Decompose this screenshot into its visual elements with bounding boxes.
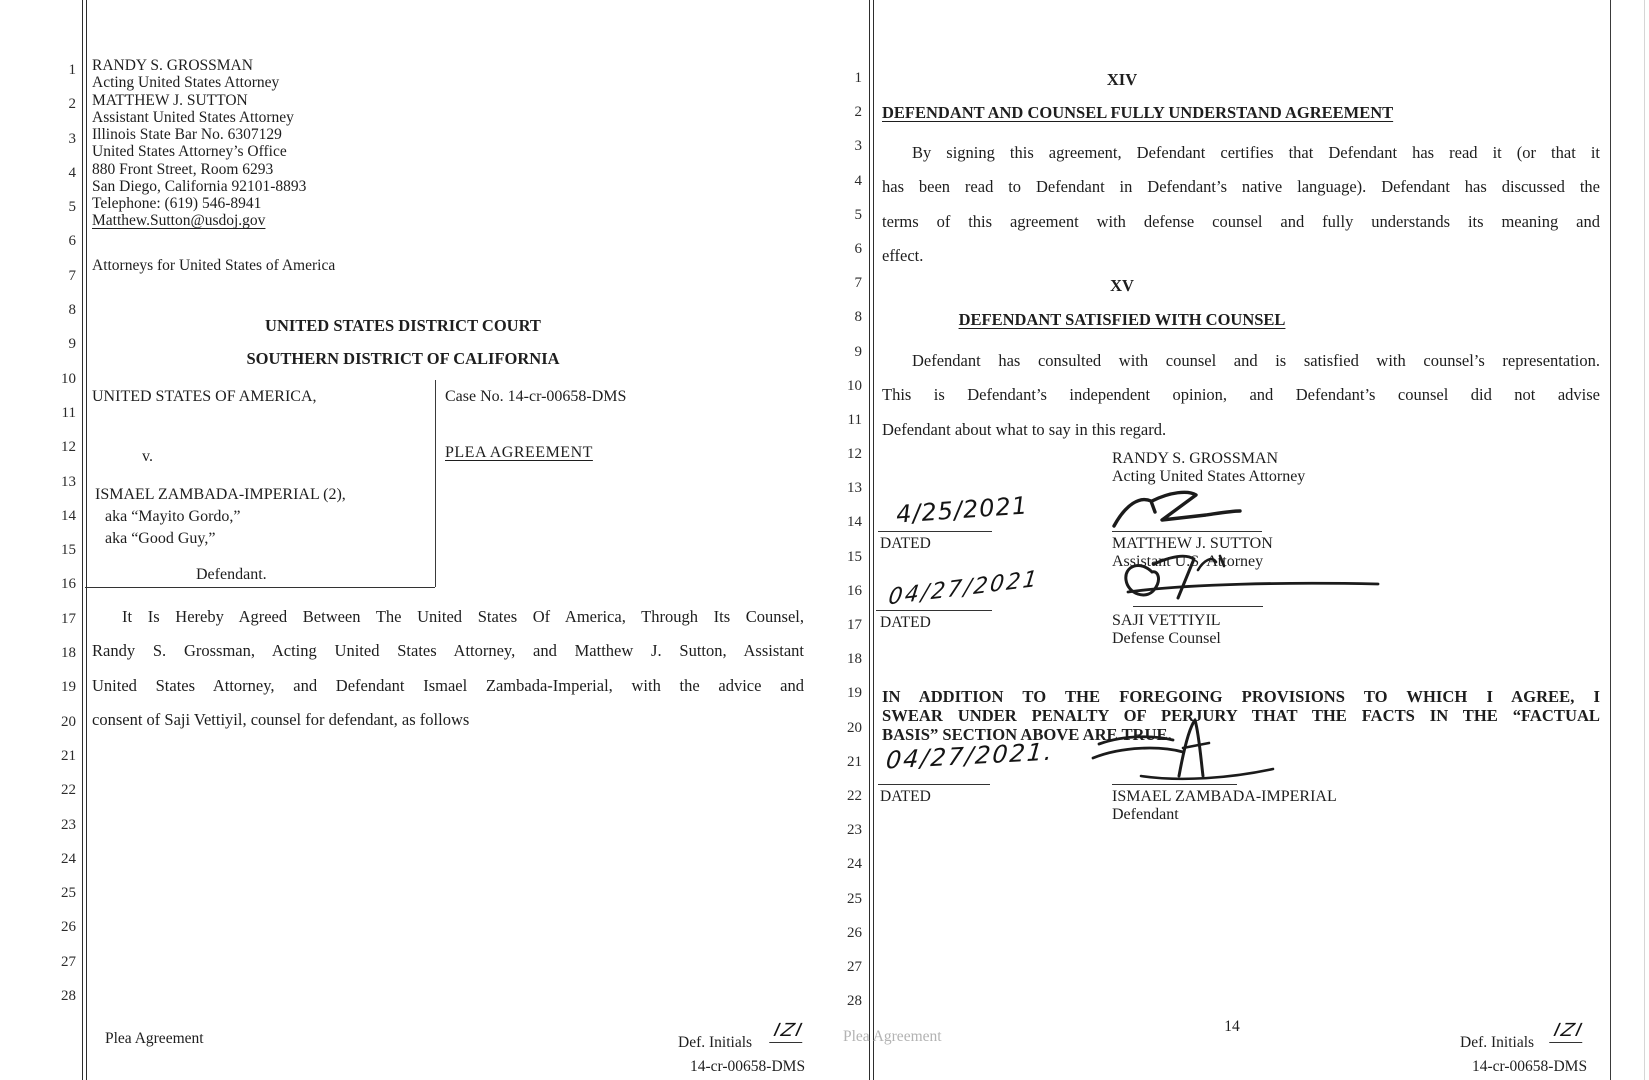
left-footer-initials-label: Def. Initials <box>678 1034 753 1051</box>
dated-label-3: DATED <box>880 788 931 805</box>
court-district: SOUTHERN DISTRICT OF CALIFORNIA <box>246 349 560 368</box>
right-pleading-rule <box>869 0 874 1080</box>
caption-defendant-name: ISMAEL ZAMBADA-IMPERIAL (2), <box>95 486 346 503</box>
line-number-24: 24 <box>847 856 862 873</box>
line-number-9: 9 <box>854 343 862 360</box>
signature-1-rule <box>1112 531 1262 532</box>
body-line-1: It Is Hereby Agreed Between The United States Of America, Through Its Counsel, <box>122 607 804 626</box>
line-number-14: 14 <box>847 514 862 531</box>
right-line-number-column <box>824 70 862 1027</box>
caption-aka-2: aka “Good Guy,” <box>105 530 216 547</box>
line-number-22: 22 <box>847 787 862 804</box>
line-number-1: 1 <box>854 70 862 86</box>
signer-2-name: SAJI VETTIYIL <box>1112 612 1221 629</box>
approver-name: RANDY S. GROSSMAN <box>1112 450 1279 467</box>
right-footer-case-number: 14-cr-00658-DMS <box>1472 1058 1588 1075</box>
xiv-line-2: has been read to Defendant in Defendant’s native language). Defendant has discussed the <box>882 177 1600 197</box>
line-number-3: 3 <box>68 130 76 147</box>
line-number-5: 5 <box>68 199 76 216</box>
line-number-23: 23 <box>847 822 862 839</box>
line-number-25: 25 <box>61 885 76 902</box>
line-number-7: 7 <box>854 275 862 292</box>
line-number-5: 5 <box>854 206 862 223</box>
attorney-block <box>92 57 512 213</box>
line-number-6: 6 <box>854 240 862 257</box>
line-number-18: 18 <box>61 645 76 662</box>
date-3-rule <box>878 784 990 785</box>
signature-2-rule <box>1133 606 1263 607</box>
line-number-20: 20 <box>61 713 76 730</box>
attorney-line-6: United States Attorney’s Office <box>92 143 287 161</box>
line-number-26: 26 <box>61 919 76 936</box>
right-footer-doc-label: Plea Agreement <box>843 1028 942 1045</box>
line-number-2: 2 <box>854 104 862 121</box>
line-number-16: 16 <box>847 582 862 599</box>
line-number-27: 27 <box>847 958 862 975</box>
case-number: Case No. 14-cr-00658-DMS <box>445 388 627 405</box>
line-number-13: 13 <box>847 480 862 497</box>
xv-line-3: Defendant about what to say in this regard. <box>882 419 1167 439</box>
line-number-26: 26 <box>847 924 862 941</box>
section-xiv-heading: DEFENDANT AND COUNSEL FULLY UNDERSTAND AGREEMENT <box>882 103 1394 122</box>
caption-defendant-label: Defendant. <box>196 566 267 583</box>
agreement-intro-paragraph <box>92 600 804 737</box>
line-number-2: 2 <box>68 96 76 113</box>
signature-3-rule <box>1112 784 1237 785</box>
line-number-13: 13 <box>61 473 76 490</box>
attorney-line-4: Assistant United States Attorney <box>92 108 294 126</box>
right-footer-initials-handwriting <box>1552 1020 1585 1043</box>
handwritten-initials: IZI <box>1549 1020 1588 1043</box>
attorneys-for-line: Attorneys for United States of America <box>92 257 336 274</box>
line-number-12: 12 <box>847 446 862 463</box>
line-number-27: 27 <box>61 953 76 970</box>
signer-3-name: ISMAEL ZAMBADA-IMPERIAL <box>1112 788 1337 805</box>
line-number-4: 4 <box>68 164 76 181</box>
line-number-8: 8 <box>68 302 76 319</box>
handwritten-date-2 <box>886 566 1041 611</box>
body-line-3: United States Attorney, and Defendant Ismael Zambada-Imperial, with the advice and <box>92 675 804 695</box>
attorney-line-3: MATTHEW J. SUTTON <box>92 91 248 109</box>
vettiyil-signature <box>1116 552 1391 610</box>
attorney-line-8: San Diego, California 92101-8893 <box>92 178 307 196</box>
attorney-line-5: Illinois State Bar No. 6307129 <box>92 126 282 144</box>
line-number-4: 4 <box>854 172 862 189</box>
attorney-line-1: RANDY S. GROSSMAN <box>92 57 253 74</box>
line-number-11: 11 <box>847 411 862 428</box>
line-number-19: 19 <box>61 679 76 696</box>
line-number-17: 17 <box>61 610 76 627</box>
xiv-line-4: effect. <box>882 245 924 265</box>
caption-plaintiff: UNITED STATES OF AMERICA, <box>92 388 317 405</box>
xiv-line-1: By signing this agreement, Defendant certifies that Defendant has read it (or that it <box>912 143 1600 162</box>
line-number-15: 15 <box>61 542 76 559</box>
document-title: PLEA AGREEMENT <box>445 444 593 461</box>
signer-1-name: MATTHEW J. SUTTON <box>1112 535 1273 552</box>
line-number-21: 21 <box>847 753 862 770</box>
oath-line-3: BASIS” SECTION ABOVE ARE TRUE. <box>882 724 1172 744</box>
right-footer-initials-label: Def. Initials <box>1460 1034 1535 1051</box>
line-number-9: 9 <box>68 336 76 353</box>
court-title: UNITED STATES DISTRICT COURT <box>265 316 541 335</box>
handwritten-date-1 <box>895 491 1029 529</box>
date-2-text: 04/27/2021 <box>886 566 1041 611</box>
date-2-rule <box>876 610 992 611</box>
right-margin-rule <box>1610 0 1611 1080</box>
caption-versus: v. <box>142 448 153 465</box>
section-xiv-number: XIV <box>1106 70 1138 89</box>
body-line-4: consent of Saji Vettiyil, counsel for defendant, as follows <box>92 709 470 729</box>
line-number-7: 7 <box>68 267 76 284</box>
line-number-14: 14 <box>61 507 76 524</box>
section-xv-paragraph <box>882 344 1600 447</box>
zambada-signature <box>1085 714 1290 789</box>
attorney-line-2: Acting United States Attorney <box>92 74 280 92</box>
left-footer-case-number: 14-cr-00658-DMS <box>690 1058 806 1075</box>
oath-line-2: SWEAR UNDER PENALTY OF PERJURY THAT THE FACTS IN THE “FACTUAL <box>882 705 1600 725</box>
approver-title: Acting United States Attorney <box>1112 468 1306 485</box>
line-number-19: 19 <box>847 685 862 702</box>
attorney-line-7: 880 Front Street, Room 6293 <box>92 160 274 178</box>
caption-bottom-rule <box>85 587 435 588</box>
approver-name-block <box>1112 450 1305 486</box>
line-number-28: 28 <box>61 988 76 1005</box>
line-number-16: 16 <box>61 576 76 593</box>
xiv-line-3: terms of this agreement with defense counsel and fully understands its meaning and <box>882 211 1600 231</box>
xv-line-1: Defendant has consulted with counsel and is satisfied with counsel’s representation. <box>912 351 1600 370</box>
line-number-28: 28 <box>847 993 862 1010</box>
body-line-2: Randy S. Grossman, Acting United States Attorney, and Matthew J. Sutton, Assistant <box>92 641 804 661</box>
oath-line-1: IN ADDITION TO THE FOREGOING PROVISIONS TO WHICH I AGREE, I <box>882 687 1600 706</box>
line-number-17: 17 <box>847 617 862 633</box>
line-number-8: 8 <box>854 309 862 326</box>
caption-aka-1: aka “Mayito Gordo,” <box>105 508 241 525</box>
caption-divider-rule <box>435 380 436 587</box>
left-line-number-column <box>38 62 76 1022</box>
line-number-6: 6 <box>68 233 76 250</box>
line-number-20: 20 <box>847 719 862 736</box>
section-xiv-paragraph <box>882 136 1600 273</box>
line-number-11: 11 <box>61 404 76 421</box>
line-number-10: 10 <box>847 377 862 394</box>
line-number-25: 25 <box>847 890 862 907</box>
date-3-text: 04/27/2021. <box>884 737 1056 775</box>
date-1-text: 4/25/2021 <box>895 491 1029 529</box>
handwritten-date-3 <box>884 737 1056 775</box>
signer-2-block <box>1112 612 1221 648</box>
section-xv-heading: DEFENDANT SATISFIED WITH COUNSEL <box>958 310 1286 329</box>
handwritten-initials: IZI <box>769 1020 808 1043</box>
signer-1-title: Assistant U.S. Attorney <box>1112 553 1264 570</box>
line-number-15: 15 <box>847 548 862 565</box>
line-number-3: 3 <box>854 138 862 155</box>
attorney-line-9: Telephone: (619) 546-8941 <box>92 195 262 213</box>
signer-3-block <box>1112 788 1337 824</box>
line-number-12: 12 <box>61 439 76 456</box>
signer-3-title: Defendant <box>1112 806 1179 823</box>
line-number-22: 22 <box>61 782 76 799</box>
left-pleading-rule <box>82 0 87 1080</box>
line-number-18: 18 <box>847 651 862 668</box>
dated-label-1: DATED <box>880 535 931 552</box>
dated-label-2: DATED <box>880 614 931 631</box>
left-footer-initials-handwriting <box>772 1020 805 1043</box>
line-number-1: 1 <box>68 62 76 78</box>
line-number-23: 23 <box>61 816 76 833</box>
scan-edge-line <box>1644 0 1645 1080</box>
date-1-rule <box>878 531 992 532</box>
left-footer-doc-label: Plea Agreement <box>105 1030 204 1047</box>
xv-line-2: This is Defendant’s independent opinion, and Defendant’s counsel did not advise <box>882 385 1600 405</box>
page-number: 14 <box>1224 1018 1240 1035</box>
attorney-email: Matthew.Sutton@usdoj.gov <box>92 212 266 229</box>
line-number-24: 24 <box>61 850 76 867</box>
sutton-signature <box>1108 488 1273 533</box>
line-number-10: 10 <box>61 370 76 387</box>
line-number-21: 21 <box>61 747 76 764</box>
section-xv-number: XV <box>1110 276 1134 295</box>
signer-2-title: Defense Counsel <box>1112 630 1221 647</box>
